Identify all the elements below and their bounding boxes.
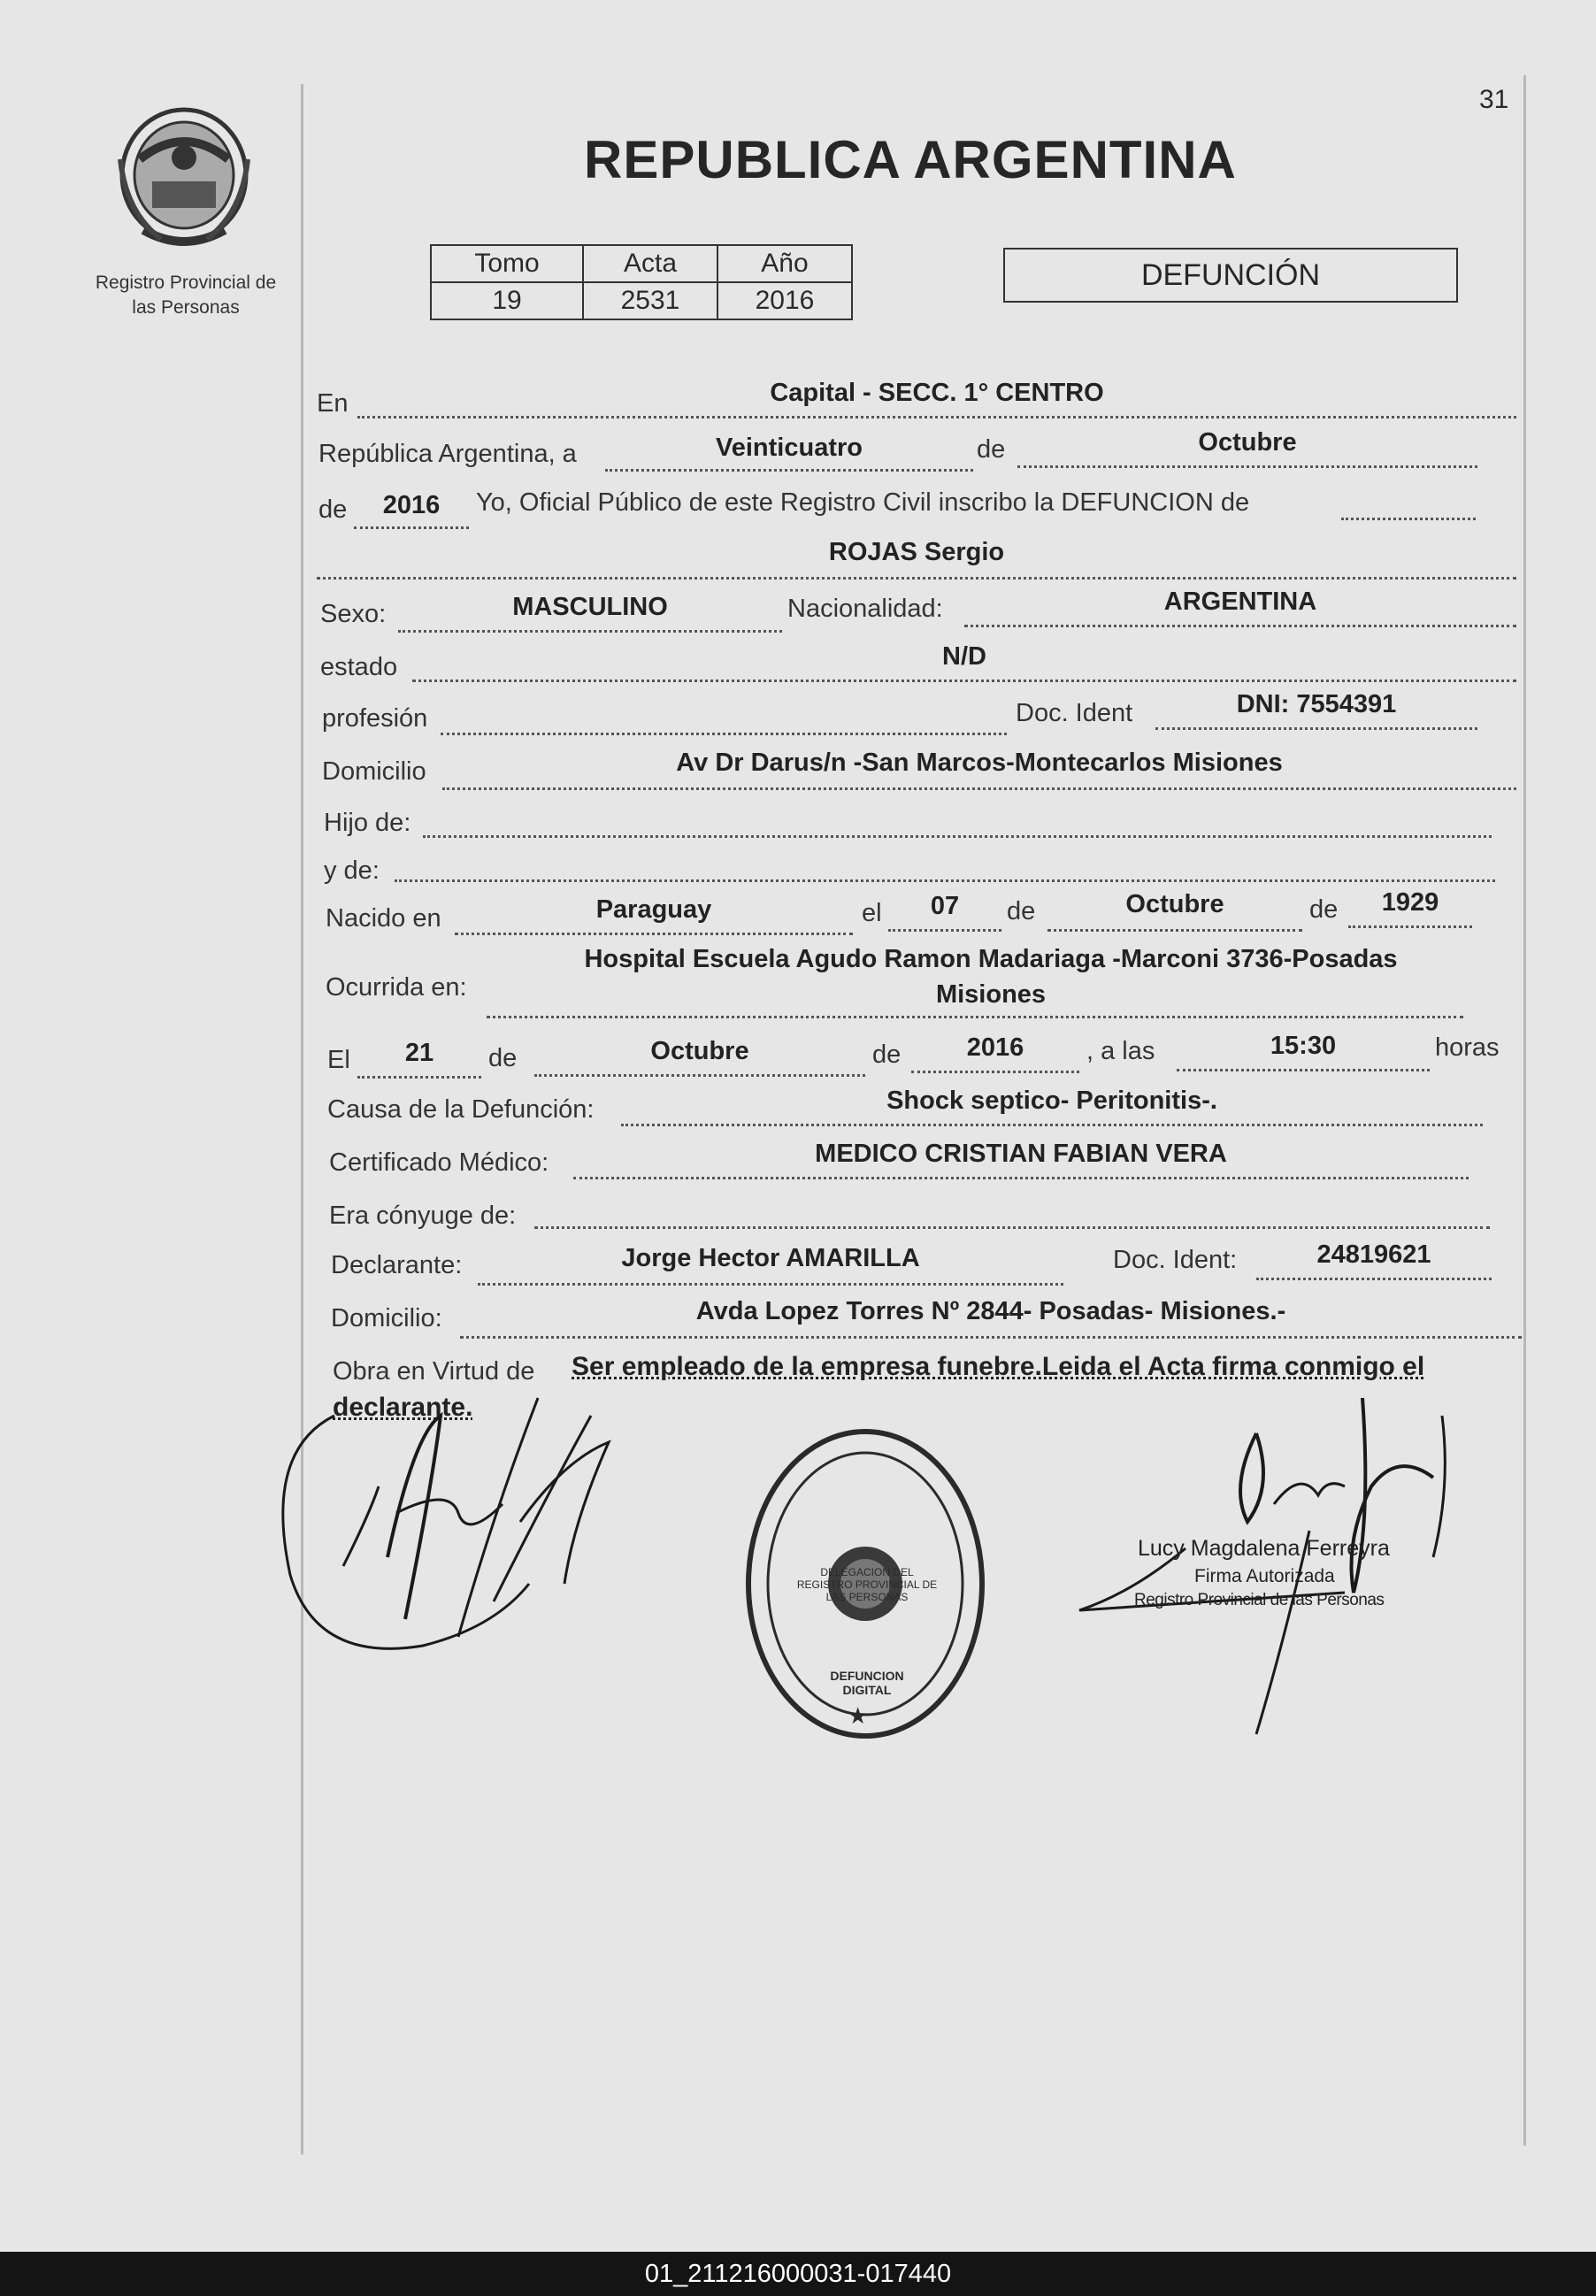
svg-text:★: ★ xyxy=(848,1703,869,1730)
hijo-label: Hijo de: xyxy=(324,809,411,837)
header-acta: Acta xyxy=(583,245,717,282)
birth-day-line xyxy=(888,929,1001,932)
sexo-line xyxy=(398,630,782,633)
estado-label: estado xyxy=(320,653,398,681)
day-line xyxy=(605,469,973,472)
doc-value: DNI: 7554391 xyxy=(1236,690,1397,718)
header-ano: Año xyxy=(717,245,852,282)
birth-year-line xyxy=(1348,925,1472,928)
doc-line xyxy=(1155,727,1477,730)
page-title: REPUBLICA ARGENTINA xyxy=(584,130,1237,189)
death-month: Octubre xyxy=(650,1037,749,1065)
horas-label: horas xyxy=(1435,1033,1500,1062)
ocurrida-line1: Hospital Escuela Agudo Ramon Madariaga -Marconi 3736-Posadas xyxy=(584,945,1398,973)
official-office: Registro Provincial de las Personas xyxy=(1134,1591,1385,1609)
official-role: Firma Autorizada xyxy=(1194,1566,1335,1586)
registry-caption xyxy=(80,271,292,320)
a-las-label: , a las xyxy=(1086,1037,1155,1065)
sexo-label: Sexo: xyxy=(320,600,387,628)
value-ano: 2016 xyxy=(717,282,852,319)
estado-line xyxy=(412,680,1516,682)
official-line xyxy=(1341,518,1476,520)
ocurrida-line2: Misiones xyxy=(935,980,1047,1009)
republica-label: República Argentina, a xyxy=(318,440,577,468)
en-value: Capital - SECC. 1° CENTRO xyxy=(770,379,1104,407)
value-acta: 2531 xyxy=(583,282,717,319)
birth-month-line xyxy=(1047,929,1302,932)
conyuge-label: Era cónyuge de: xyxy=(329,1202,517,1230)
time-line xyxy=(1177,1069,1430,1071)
doc2-line xyxy=(1256,1278,1492,1280)
en-line xyxy=(357,416,1516,419)
causa-value: Shock septico- Peritonitis-. xyxy=(886,1087,1217,1115)
hijo-line xyxy=(423,835,1492,838)
de-label-5: de xyxy=(488,1044,518,1072)
death-year: 2016 xyxy=(966,1033,1024,1062)
ocurrida-label: Ocurrida en: xyxy=(326,973,467,1002)
death-time: 15:30 xyxy=(1270,1032,1337,1060)
domicilio2-label: Domicilio: xyxy=(331,1304,442,1332)
de-label-2: de xyxy=(318,495,348,524)
el-label: el xyxy=(862,899,882,927)
doc2-label: Doc. Ident: xyxy=(1113,1246,1238,1274)
official-name: Lucy Magdalena Ferreyra xyxy=(1138,1536,1390,1561)
name-line xyxy=(317,577,1516,580)
doc-label: Doc. Ident xyxy=(1016,699,1133,727)
domicilio-value: Av Dr Darus/n -San Marcos-Montecarlos Misiones xyxy=(676,749,1283,777)
deceased-name: ROJAS Sergio xyxy=(828,538,1005,566)
footer-code: 01_211216000031-017440 xyxy=(0,2252,1596,2296)
nacionalidad-label: Nacionalidad: xyxy=(787,595,943,623)
de-label-1: de xyxy=(977,435,1006,464)
record-table-header-row xyxy=(431,245,852,282)
causa-label: Causa de la Defunción: xyxy=(327,1095,595,1124)
profesion-label: profesión xyxy=(322,704,428,733)
day-text: Veinticuatro xyxy=(716,434,863,462)
year-value: 2016 xyxy=(382,491,441,519)
provincial-seal-icon xyxy=(108,97,260,257)
profesion-line xyxy=(441,733,1007,735)
de-label-3: de xyxy=(1007,897,1036,925)
nacionalidad-value: ARGENTINA xyxy=(1163,587,1317,616)
y-de-line xyxy=(395,879,1495,882)
y-de-label: y de: xyxy=(324,856,380,885)
nacionalidad-line xyxy=(964,625,1516,627)
stamp-inner-text: DEFUNCION DIGITAL xyxy=(830,1669,904,1697)
death-day-line xyxy=(357,1076,481,1079)
page-number: 31 xyxy=(1479,85,1509,114)
official-text: Yo, Oficial Público de este Registro Civil inscribo la DEFUNCION de xyxy=(476,488,1250,517)
left-margin-line xyxy=(301,84,303,2154)
obra-label: Obra en Virtud de xyxy=(333,1357,535,1386)
death-month-line xyxy=(534,1074,865,1077)
el2-label: El xyxy=(327,1046,350,1074)
nacido-value: Paraguay xyxy=(595,895,712,924)
birth-month: Octubre xyxy=(1125,890,1224,918)
month-line xyxy=(1017,465,1477,468)
birth-day: 07 xyxy=(930,892,960,920)
certificado-line xyxy=(573,1177,1469,1179)
de-label-4: de xyxy=(1309,895,1339,924)
stamp-text: DELEGACION DEL REGISTRO PROVINCIAL DE LAS PERSONAS xyxy=(796,1566,938,1603)
certificado-value: MEDICO CRISTIAN FABIAN VERA xyxy=(815,1140,1227,1168)
ocurrida-line xyxy=(487,1016,1463,1018)
domicilio2-line xyxy=(460,1336,1522,1339)
birth-year: 1929 xyxy=(1381,888,1439,917)
domicilio-line xyxy=(442,787,1516,790)
domicilio2-value: Avda Lopez Torres Nº 2844- Posadas- Misiones.- xyxy=(695,1297,1286,1325)
month-text: Octubre xyxy=(1198,428,1297,457)
sexo-value: MASCULINO xyxy=(512,593,668,621)
right-margin-line xyxy=(1523,75,1526,2146)
nacido-label: Nacido en xyxy=(326,904,441,933)
causa-line xyxy=(621,1124,1483,1126)
conyuge-line xyxy=(534,1226,1490,1229)
header-tomo: Tomo xyxy=(431,245,583,282)
de-label-6: de xyxy=(872,1040,902,1069)
declarante-value: Jorge Hector AMARILLA xyxy=(621,1244,920,1272)
doc2-value: 24819621 xyxy=(1316,1240,1431,1269)
nacido-line xyxy=(455,933,853,935)
en-label: En xyxy=(317,389,349,418)
record-table-value-row xyxy=(431,282,852,319)
record-table xyxy=(430,244,853,320)
obra-value-line2: declarante. xyxy=(333,1393,473,1422)
value-tomo: 19 xyxy=(431,282,583,319)
death-day: 21 xyxy=(404,1039,434,1067)
estado-value: N/D xyxy=(942,642,986,671)
record-type-box: DEFUNCIÓN xyxy=(1003,248,1458,303)
declarant-signature-icon xyxy=(281,1380,653,1681)
domicilio-label: Domicilio xyxy=(322,757,426,786)
declarante-label: Declarante: xyxy=(331,1251,463,1279)
certificado-label: Certificado Médico: xyxy=(329,1148,549,1177)
declarante-line xyxy=(478,1283,1063,1286)
registry-caption-line1: Registro Provincial de xyxy=(95,273,277,293)
registry-caption-line2: las Personas xyxy=(132,297,240,318)
obra-value-line1: Ser empleado de la empresa funebre.Leida el Acta firma conmigo el xyxy=(572,1352,1425,1381)
death-year-line xyxy=(911,1071,1079,1073)
year-line xyxy=(354,526,469,529)
